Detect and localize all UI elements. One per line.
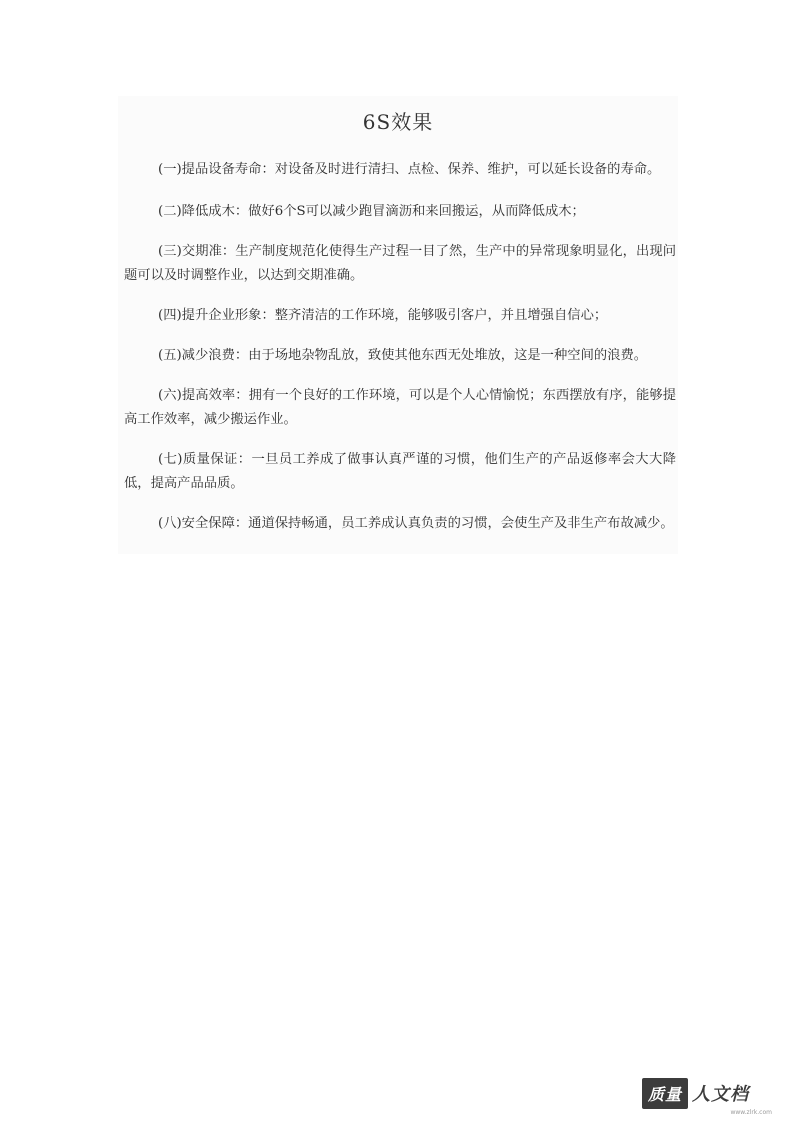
paragraph-equipment-life: (一)提品设备寿命：对设备及时进行清扫、点检、保养、维护，可以延长设备的寿命。 (158, 162, 661, 177)
paragraph-reduce-waste: (五)减少浪费：由于场地杂物乱放，致使其他东西无处堆放，这是一种空间的浪费。 (158, 348, 648, 363)
paragraph-quality: (七)质量保证：一旦员工养成了做事认真严谨的习惯，他们生产的产品返修率会大大降低，提高产品品质。 (124, 452, 676, 491)
paragraph-company-image: (四)提升企业形象：整齐清洁的工作环境，能够吸引客户，并且增强自信心； (158, 308, 608, 323)
paragraph-efficiency: (六)提高效率：拥有一个良好的工作环境，可以是个人心情愉悦；东西摆放有序，能够提高工作效率，减少搬运作业。 (124, 388, 676, 427)
paragraph-safety: (八)安全保障：通道保持畅通，员工养成认真负责的习惯，会使生产及非生产布故减少。 (158, 516, 674, 531)
watermark-logo-text: 人文档 (692, 1084, 750, 1105)
watermark-logo (642, 1078, 782, 1108)
paragraph-reduce-cost: (二)降低成木：做好6个S可以减少跑冒滴沥和来回搬运，从而降低成木； (158, 204, 585, 219)
document-page (118, 96, 678, 554)
watermark-url: www.zlrk.com (730, 1109, 772, 1116)
document-title: 6S效果 (362, 110, 434, 134)
watermark-logo-box: 质量 (642, 1078, 688, 1109)
paragraph-delivery-time: (三)交期准：生产制度规范化使得生产过程一目了然，生产中的异常现象明显化，出现问题可以及时调整作业，以达到交期准确。 (124, 244, 676, 283)
